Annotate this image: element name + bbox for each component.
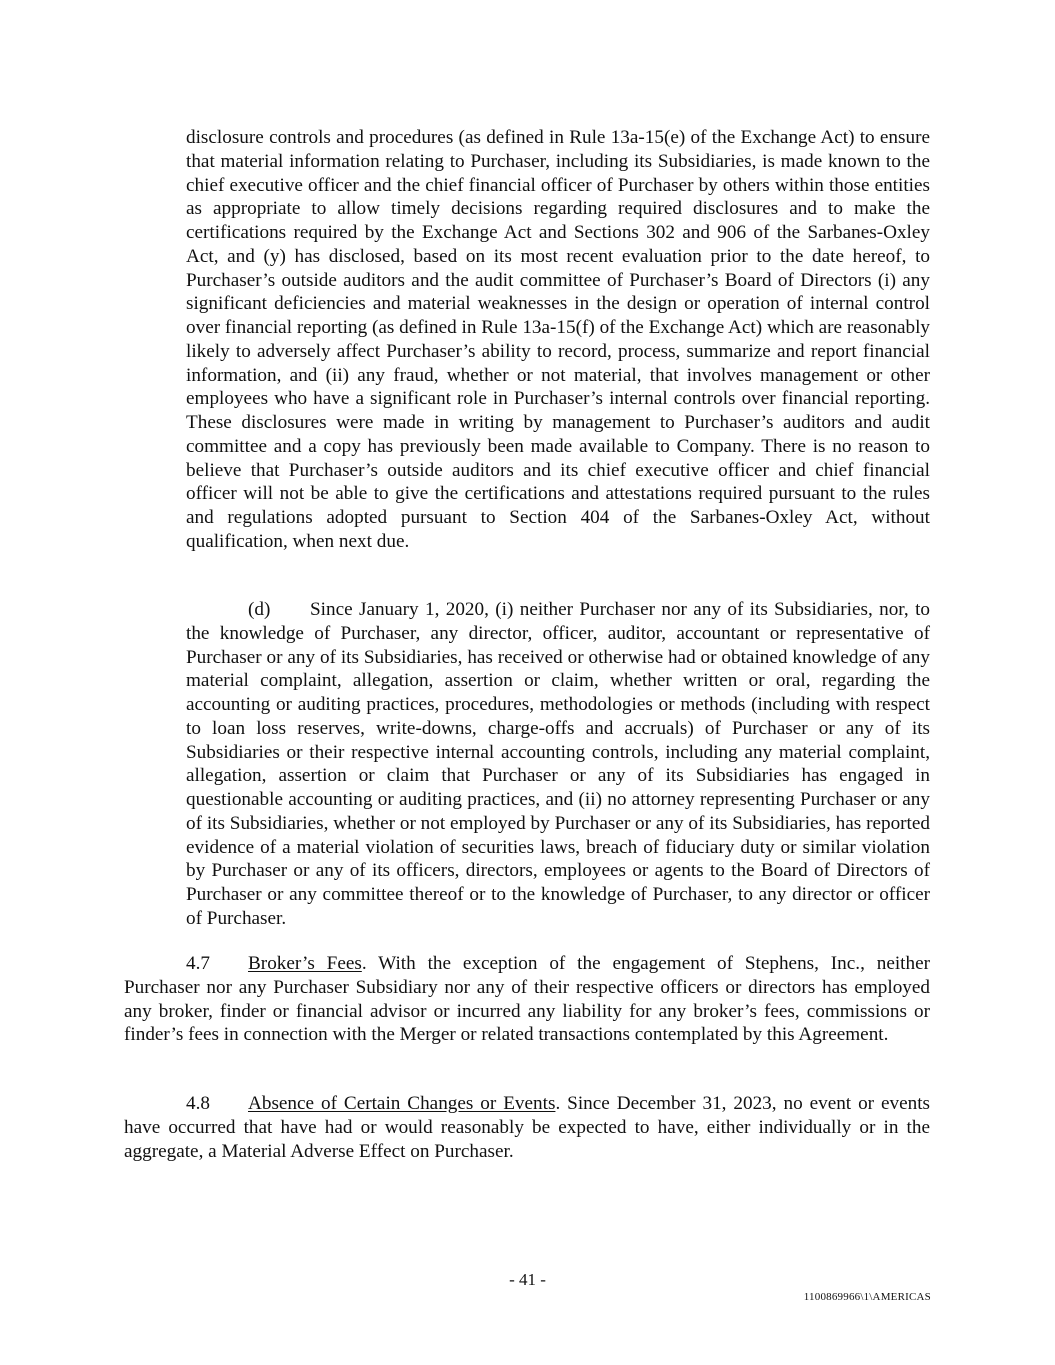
paragraph-d-label: (d)	[248, 599, 271, 620]
paragraph-d	[186, 598, 930, 931]
section-4-7	[124, 952, 930, 1047]
section-4-8-text: . Since December 31, 2023, no event or events have occurred that have had or would reasonably be expected to have, either individually or in the aggregate, a Material Adverse Effect on Purchaser.	[124, 1093, 930, 1162]
document-id: 1100869966\1\AMERICAS	[803, 1291, 931, 1303]
page-number: - 41 -	[509, 1270, 546, 1289]
section-4-7-heading: Broker’s Fees	[248, 953, 362, 974]
paragraph-d-text: Since January 1, 2020, (i) neither Purchaser nor any of its Subsidiaries, nor, to the knowledge of Purchaser, any director, officer, auditor, accountant or representative of Purchaser or any of its Subsidiaries, has received or otherwise had or obtained knowledge of any material complaint, allegation, assertion or claim, whether written or oral, regarding the accounting or auditing practices, procedures, methodologies or methods (including with respect to loan loss reserves, write-downs, charge-offs and accruals) of Purchaser or any of its Subsidiaries or their respective internal accounting controls, including any material complaint, allegation, assertion or claim that Purchaser or any of its Subsidiaries has engaged in questionable accounting or auditing practices, and (ii) no attorney representing Purchaser or any of its Subsidiaries, whether or not employed by Purchaser or any of its Subsidiaries, has reported evidence of a material violation of securities laws, breach of fiduciary duty or similar violation by Purchaser or any of its officers, directors, employees or agents to the Board of Directors of Purchaser or any committee thereof or to the knowledge of Purchaser, to any director or officer of Purchaser.	[186, 599, 930, 929]
section-4-8	[124, 1092, 930, 1163]
section-4-7-text: . With the exception of the engagement of Stephens, Inc., neither Purchaser nor any Purchaser Subsidiary nor any of their respective officers or directors has employed any broker, finder or financial advisor or incurred any liability for any broker’s fees, commissions or finder’s fees in connection with the Merger or related transactions contemplated by this Agreement.	[124, 953, 931, 1046]
section-4-8-number: 4.8	[186, 1093, 210, 1114]
section-4-8-heading: Absence of Certain Changes or Events	[248, 1093, 556, 1114]
section-4-7-number: 4.7	[186, 953, 210, 974]
paragraph-c-continuation: disclosure controls and procedures (as defined in Rule 13a-15(e) of the Exchange Act) to ensure that material information relating to Purchaser, including its Subsidiaries, is made known to the chief executive officer and the chief financial officer of Purchaser by others within those entities as appropriate to allow timely decisions regarding required disclosures and to make the certifications required by the Exchange Act and Sections 302 and 906 of the Sarbanes-Oxley Act, and (y) has disclosed, based on its most recent evaluation prior to the date hereof, to Purchaser’s outside auditors and the audit committee of Purchaser’s Board of Directors (i) any significant deficiencies and material weaknesses in the design or operation of internal control over financial reporting (as defined in Rule 13a-15(f) of the Exchange Act) which are reasonably likely to adversely affect Purchaser’s ability to record, process, summarize and report financial information, and (ii) any fraud, whether or not material, that involves management or other employees who have a significant role in Purchaser’s internal controls over financial reporting. These disclosures were made in writing by management to Purchaser’s auditors and audit committee and a copy has previously been made available to Company. There is no reason to believe that Purchaser’s outside auditors and its chief executive officer and chief financial officer will not be able to give the certifications and attestations required pursuant to the rules and regulations adopted pursuant to Section 404 of the Sarbanes-Oxley Act, without qualification, when next due.	[186, 127, 930, 552]
